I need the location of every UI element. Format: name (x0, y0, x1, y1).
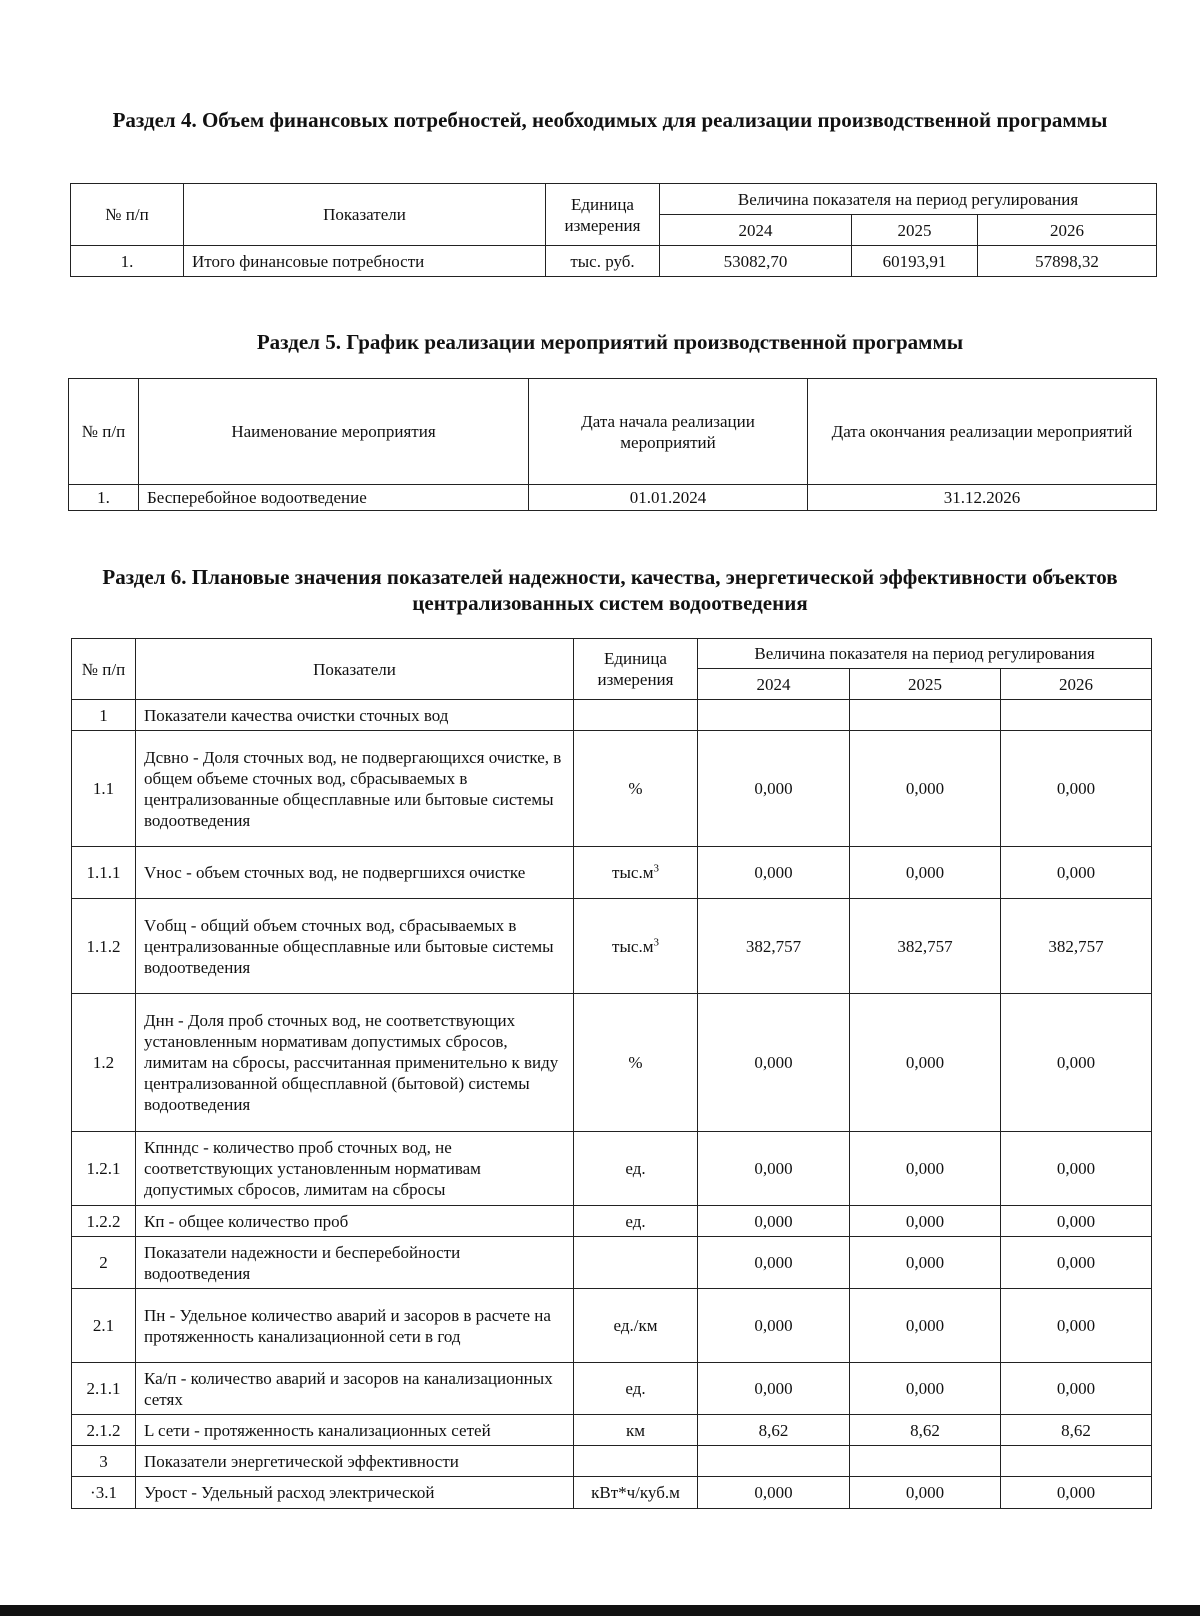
row-value: 0,000 (850, 1237, 1001, 1289)
row-unit: % (574, 994, 698, 1132)
row-unit: $тыс.м^3$ (574, 847, 698, 899)
row-value: 0,000 (698, 1363, 850, 1415)
s5-header-name: Наименование мероприятия (139, 379, 529, 485)
s5-header-end: Дата окончания реализации мероприятий (808, 379, 1157, 485)
table-row (72, 1132, 1152, 1206)
row-value: 60193,91 (852, 246, 978, 277)
table-row (72, 1289, 1152, 1363)
row-num: 1. (69, 485, 139, 511)
row-indicator: Vобщ - общий объем сточных вод, сбрасываемых в централизованные общесплавные или бытовые системы водоотведения (136, 899, 574, 994)
row-value (698, 1446, 850, 1477)
row-num: 2 (72, 1237, 136, 1289)
row-indicator: Ка/п - количество аварий и засоров на канализационных сетях (136, 1363, 574, 1415)
row-value: 57898,32 (978, 246, 1157, 277)
s6-header-year: 2025 (850, 669, 1001, 700)
row-value: 382,757 (1001, 899, 1152, 994)
row-indicator: Урост - Удельный расход электрической (136, 1477, 574, 1509)
row-value: 0,000 (698, 847, 850, 899)
s4-header-year: 2026 (978, 215, 1157, 246)
s6-header-num: № п/п (72, 639, 136, 700)
row-indicator: Дсвно - Доля сточных вод, не подвергающихся очистке, в общем объеме сточных вод, сбрасываемых в централизованные общесплавные или бытовые системы водоотведения (136, 731, 574, 847)
row-value: 0,000 (1001, 731, 1152, 847)
row-value: 0,000 (850, 1477, 1001, 1509)
s5-header-start: Дата начала реализации мероприятий (529, 379, 808, 485)
row-unit: км (574, 1415, 698, 1446)
row-num: 2.1.1 (72, 1363, 136, 1415)
row-num: ·3.1 (72, 1477, 136, 1509)
s4-header-period: Величина показателя на период регулирования (660, 184, 1157, 215)
row-indicator: Показатели надежности и бесперебойности водоотведения (136, 1237, 574, 1289)
section6-title: Раздел 6. Плановые значения показателей надежности, качества, энергетической эффективности объектов централизованных систем водоотведения (102, 565, 1118, 615)
section5-table (68, 378, 1157, 511)
row-value (1001, 700, 1152, 731)
row-value (850, 1446, 1001, 1477)
row-value: 0,000 (850, 1206, 1001, 1237)
row-value: 0,000 (698, 1289, 850, 1363)
row-num: 1 (72, 700, 136, 731)
row-value: 382,757 (698, 899, 850, 994)
page-bottom-edge (0, 1605, 1200, 1616)
table-row (72, 994, 1152, 1132)
row-num: 3 (72, 1446, 136, 1477)
row-unit: ед. (574, 1132, 698, 1206)
s5-header-num: № п/п (69, 379, 139, 485)
row-num: 1.1.2 (72, 899, 136, 994)
row-start-date: 01.01.2024 (529, 485, 808, 511)
row-indicator: L сети - протяженность канализационных сетей (136, 1415, 574, 1446)
row-value: 0,000 (698, 1477, 850, 1509)
row-value: 0,000 (1001, 1477, 1152, 1509)
row-value: 53082,70 (660, 246, 852, 277)
table-row (72, 731, 1152, 847)
row-value: 0,000 (698, 1206, 850, 1237)
section4-table (70, 183, 1157, 277)
row-value: 0,000 (850, 994, 1001, 1132)
row-value: 0,000 (850, 1363, 1001, 1415)
row-value: 0,000 (850, 847, 1001, 899)
row-end-date: 31.12.2026 (808, 485, 1157, 511)
row-unit (574, 700, 698, 731)
table-row (71, 246, 1157, 277)
section6-table (71, 638, 1152, 1509)
s6-header-unit: Единица измерения (574, 639, 698, 700)
section5-title: Раздел 5. График реализации мероприятий производственной программы (256, 330, 964, 354)
row-indicator: Кпнндс - количество проб сточных вод, не соответствующих установленным нормативам допустимых сбросов, лимитам на сбросы (136, 1132, 574, 1206)
row-value: 0,000 (1001, 1289, 1152, 1363)
s6-header-year: 2024 (698, 669, 850, 700)
row-indicator: Показатели качества очистки сточных вод (136, 700, 574, 731)
row-unit: ед./км (574, 1289, 698, 1363)
row-indicator: Пн - Удельное количество аварий и засоров в расчете на протяженность канализационной сети в год (136, 1289, 574, 1363)
row-num: 1.2.2 (72, 1206, 136, 1237)
row-indicator: Итого финансовые потребности (184, 246, 546, 277)
row-num: 1.1.1 (72, 847, 136, 899)
table-row (72, 899, 1152, 994)
row-num: 1.2.1 (72, 1132, 136, 1206)
row-value: 0,000 (850, 1132, 1001, 1206)
table-row (72, 1415, 1152, 1446)
row-value: 0,000 (1001, 1237, 1152, 1289)
row-indicator: Кп - общее количество проб (136, 1206, 574, 1237)
row-unit (574, 1446, 698, 1477)
table-row (72, 1237, 1152, 1289)
row-indicator: Vнос - объем сточных вод, не подвергшихся очистке (136, 847, 574, 899)
s4-header-year: 2025 (852, 215, 978, 246)
section4-title: Раздел 4. Объем финансовых потребностей, необходимых для реализации производственной программы (112, 108, 1108, 132)
row-value: 8,62 (698, 1415, 850, 1446)
row-value (1001, 1446, 1152, 1477)
row-value: 0,000 (698, 1132, 850, 1206)
row-value: 0,000 (698, 731, 850, 847)
row-value (698, 700, 850, 731)
row-unit: ед. (574, 1206, 698, 1237)
s4-header-indicator: Показатели (184, 184, 546, 246)
row-value: 0,000 (1001, 1206, 1152, 1237)
table-row (72, 847, 1152, 899)
row-value: 0,000 (698, 1237, 850, 1289)
table-row (72, 1446, 1152, 1477)
s6-header-period: Величина показателя на период регулирования (698, 639, 1152, 669)
table-row (72, 700, 1152, 731)
row-name: Бесперебойное водоотведение (139, 485, 529, 511)
table-row (72, 1363, 1152, 1415)
row-unit: $тыс.м^3$ (574, 899, 698, 994)
row-value: 0,000 (1001, 994, 1152, 1132)
row-value: 0,000 (1001, 1132, 1152, 1206)
row-value: 0,000 (850, 731, 1001, 847)
row-indicator: Днн - Доля проб сточных вод, не соответствующих установленным нормативам допустимых сбросов, лимитам на сбросы, рассчитанная применительно к виду централизованной общесплавной (бытовой) системы водоотведения (136, 994, 574, 1132)
row-value: 0,000 (1001, 1363, 1152, 1415)
row-value: 0,000 (698, 994, 850, 1132)
row-num: 1.2 (72, 994, 136, 1132)
row-value: 8,62 (1001, 1415, 1152, 1446)
row-value: 8,62 (850, 1415, 1001, 1446)
row-num: 1. (71, 246, 184, 277)
row-unit: % (574, 731, 698, 847)
row-value: 0,000 (1001, 847, 1152, 899)
row-num: 2.1.2 (72, 1415, 136, 1446)
row-unit: ед. (574, 1363, 698, 1415)
row-value: 382,757 (850, 899, 1001, 994)
table-row (69, 485, 1157, 511)
row-indicator: Показатели энергетической эффективности (136, 1446, 574, 1477)
s6-header-year: 2026 (1001, 669, 1152, 700)
row-unit (574, 1237, 698, 1289)
row-unit: тыс. руб. (546, 246, 660, 277)
table-row (72, 1206, 1152, 1237)
row-num: 2.1 (72, 1289, 136, 1363)
row-unit: кВт*ч/куб.м (574, 1477, 698, 1509)
row-num: 1.1 (72, 731, 136, 847)
table-row (72, 1477, 1152, 1509)
s4-header-year: 2024 (660, 215, 852, 246)
row-value (850, 700, 1001, 731)
s4-header-unit: Единица измерения (546, 184, 660, 246)
s6-header-indicator: Показатели (136, 639, 574, 700)
s4-header-num: № п/п (71, 184, 184, 246)
row-value: 0,000 (850, 1289, 1001, 1363)
